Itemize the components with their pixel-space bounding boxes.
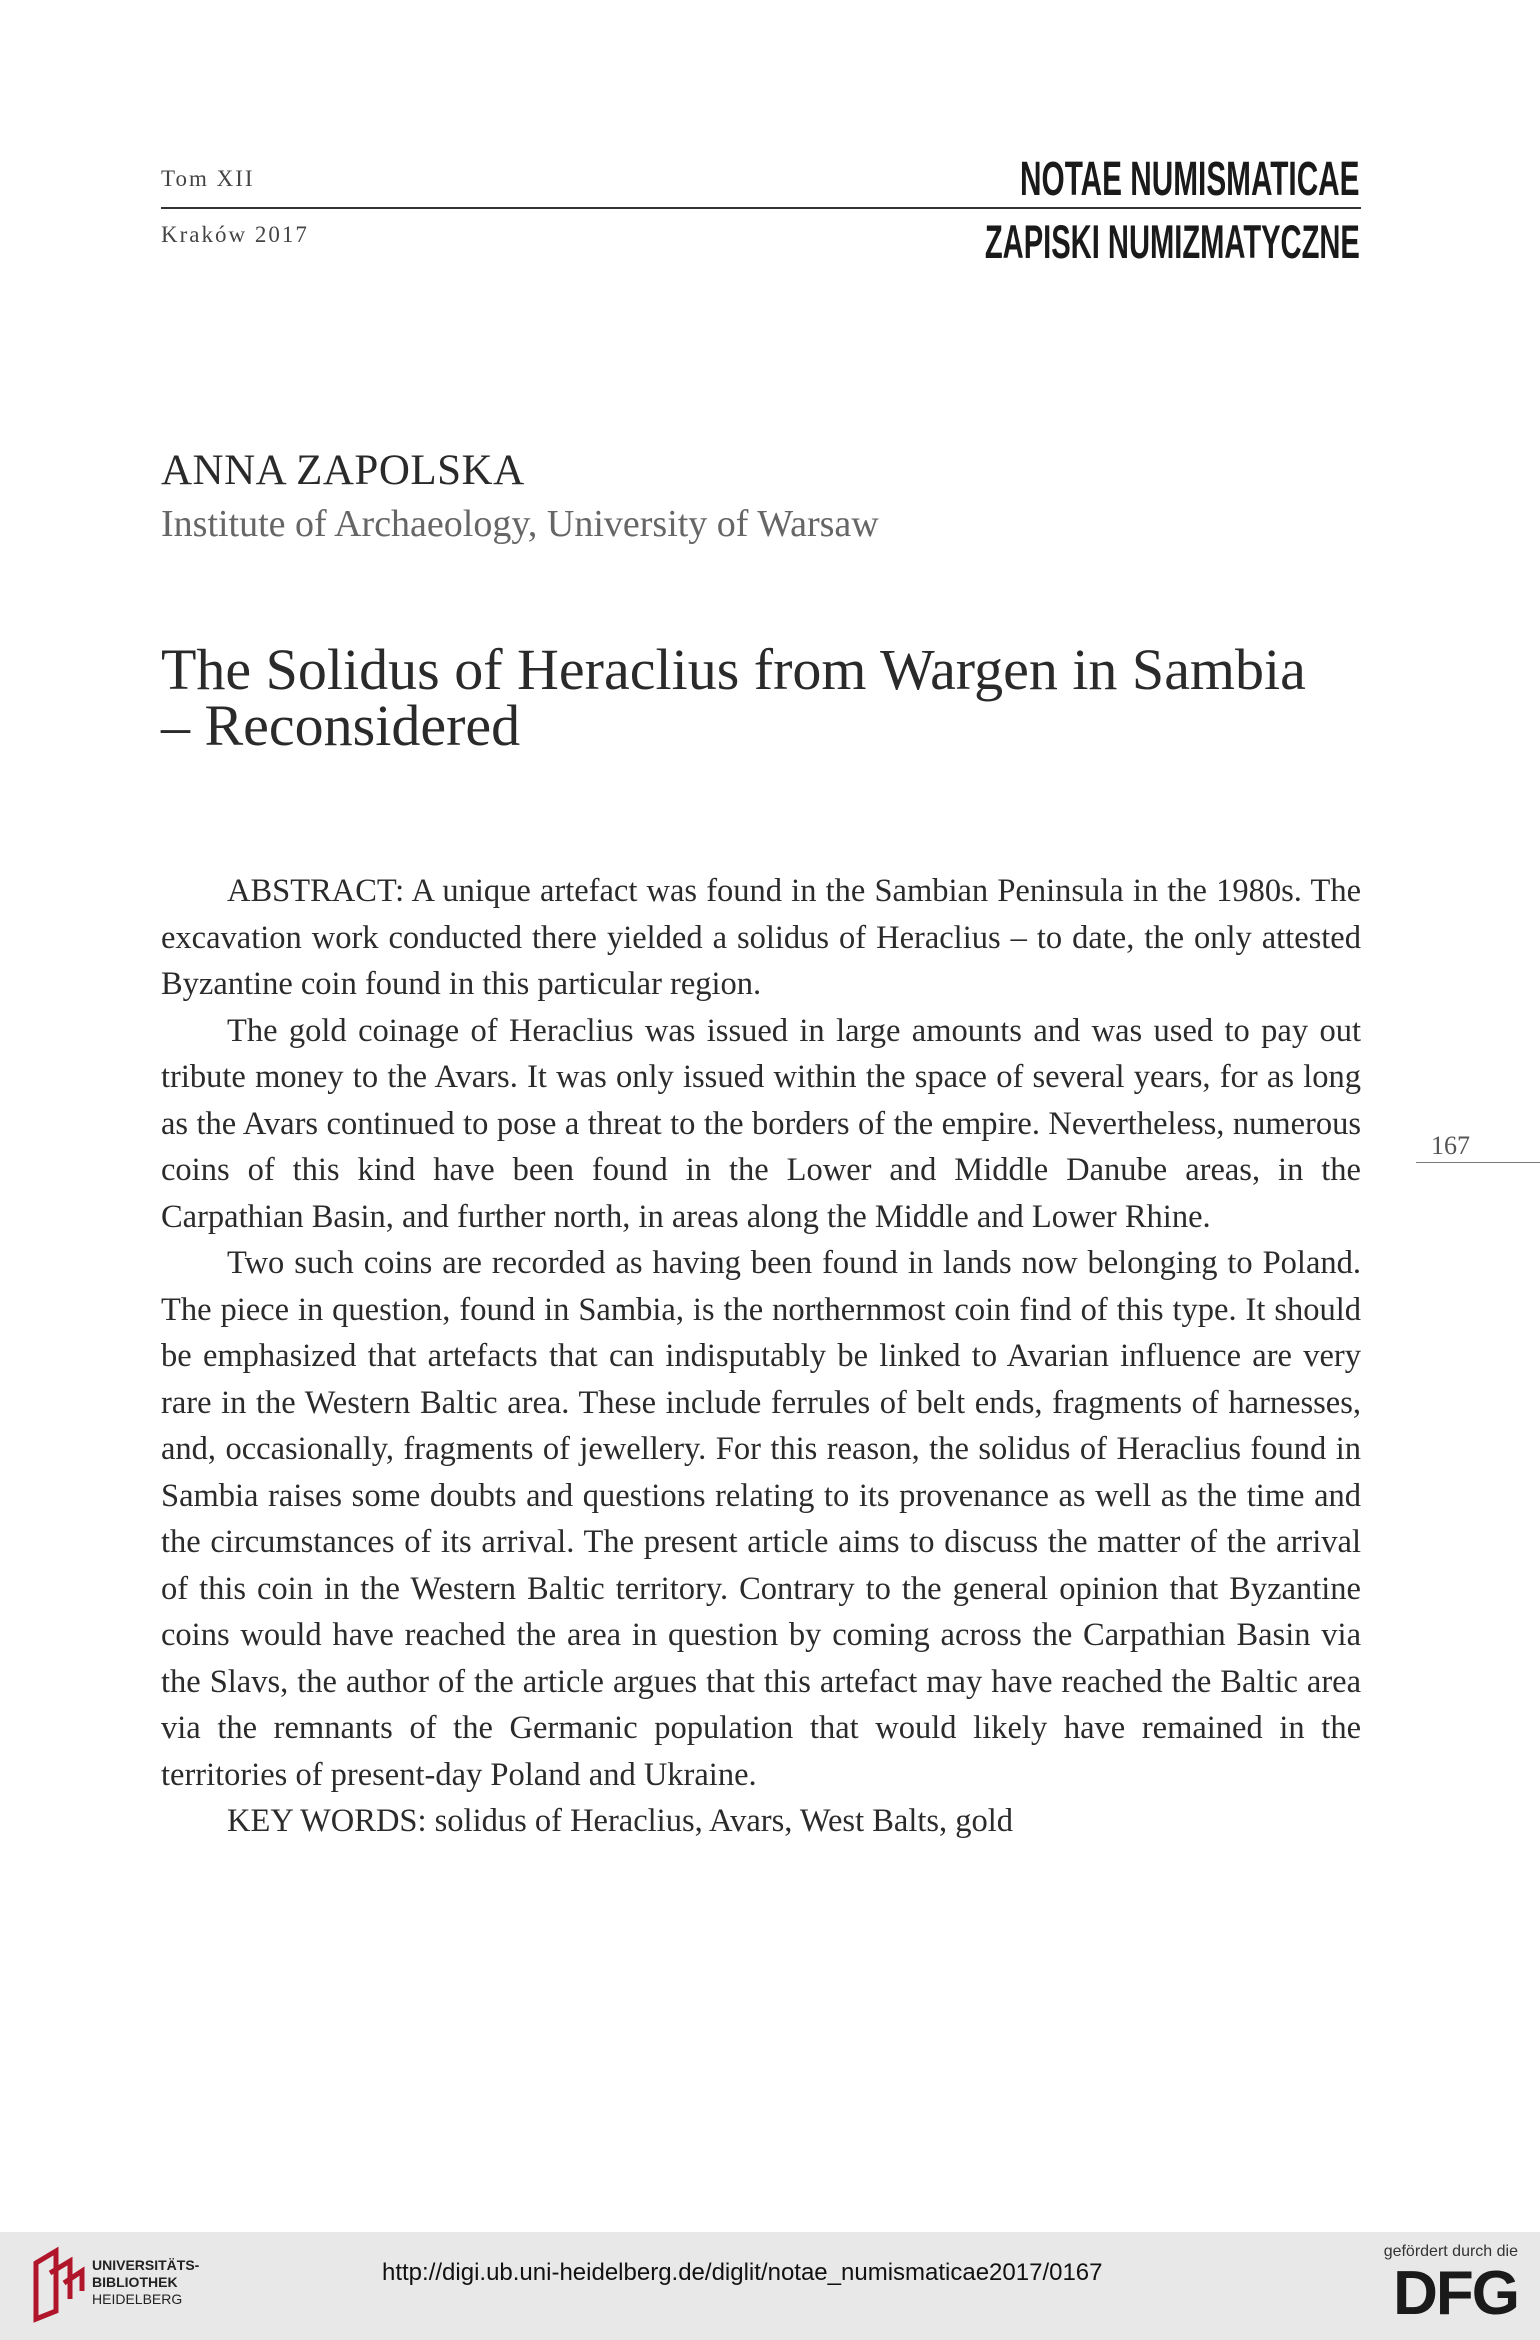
library-logo-icon: [28, 2243, 88, 2323]
header-volume: Tom XII: [161, 166, 255, 191]
article-title: [161, 637, 1391, 758]
sponsor-text: gefördert durch die: [1383, 2243, 1518, 2260]
author-affiliation: Institute of Archaeology, University of Warsaw: [161, 503, 879, 545]
header-place-year: Kraków 2017: [161, 222, 309, 247]
author-name: ANNA ZAPOLSKA: [161, 447, 525, 494]
page-number-rule: [1416, 1162, 1540, 1163]
abstract-paragraph: Two such coins are recorded as having been found in lands now belonging to Poland. The piece in question, found in Sambia, is the northernmost coin find of this type. It should be emphasized that artefacts that can indisputably be linked to Avarian influence are very rare in the Western Baltic area. These include ferrules of belt ends, fragments of harnesses, and, occasionally, fragments of jewellery. For this reason, the solidus of Heraclius found in Sambia raises some doubts and questions relating to its provenance as well as the time and the circumstances of its arrival. The present article aims to discuss the matter of the arrival of this coin in the Western Baltic territory. Contrary to the general opinion that Byzantine coins would have reached the area in question by coming across the Carpathian Basin via the Slavs, the author of the article argues that this artefact may have reached the Baltic area via the remnants of the Germanic population that would likely have remained in the territories of present-day Poland and Ukraine.: [161, 1245, 1361, 1793]
source-url-link[interactable]: http://digi.ub.uni-heidelberg.de/diglit/notae_numismaticae2017/0167: [382, 2259, 1103, 2286]
library-name-line1: UNIVERSITÄTS-: [92, 2257, 200, 2273]
header-rule: [161, 207, 1361, 209]
keywords: KEY WORDS: solidus of Heraclius, Avars, West Balts, gold: [227, 1803, 1014, 1839]
journal-title-line1: NOTAE NUMISMATICAE: [1020, 153, 1360, 206]
journal-title-line2: ZAPISKI NUMIZMATYCZNE: [984, 215, 1360, 268]
dfg-logo: DFG: [1393, 2259, 1518, 2328]
library-name-line3: HEIDELBERG: [92, 2291, 183, 2307]
abstract-paragraph: ABSTRACT: A unique artefact was found in the Sambian Peninsula in the 1980s. The excavation work conducted there yielded a solidus of Heraclius – to date, the only attested Byzantine coin found in this particular region.: [161, 873, 1361, 1002]
article-title-line1: The Solidus of Heraclius from Wargen in Sambia: [161, 637, 1306, 702]
abstract-body: [161, 868, 1361, 1845]
article-title-line2: – Reconsidered: [161, 693, 521, 758]
page-number: 167: [1431, 1131, 1470, 1160]
library-name-line2: BIBLIOTHEK: [92, 2274, 178, 2290]
abstract-paragraph: The gold coinage of Heraclius was issued in large amounts and was used to pay out tribute money to the Avars. It was only issued within the space of several years, for as long as the Avars continued to pose a threat to the borders of the empire. Nevertheless, numerous coins of this kind have been found in the Lower and Middle Danube areas, in the Carpathian Basin, and further north, in areas along the Middle and Lower Rhine.: [161, 1012, 1361, 1235]
